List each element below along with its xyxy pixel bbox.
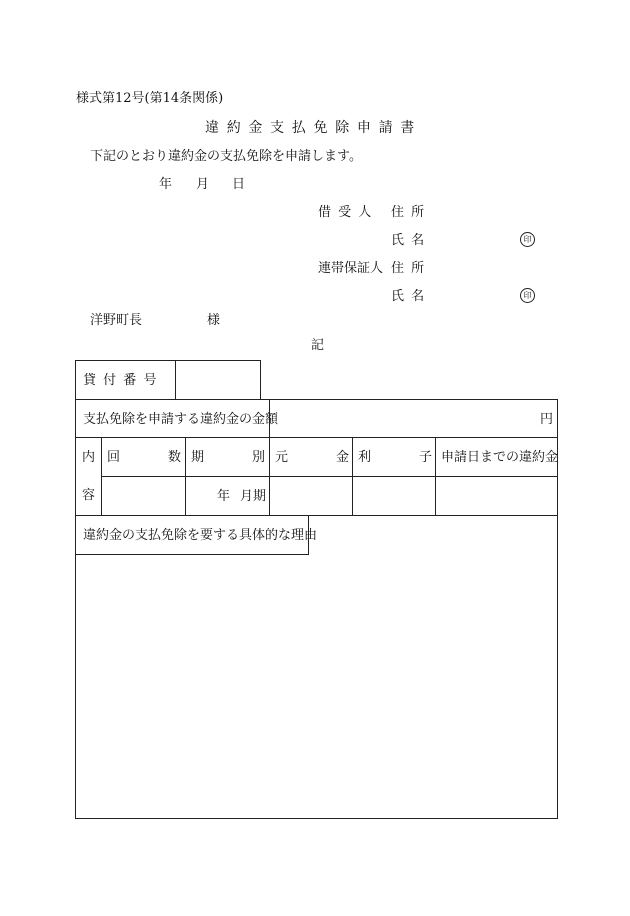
period-year-unit: 年 bbox=[217, 489, 231, 504]
reason-label: 違約金の支払免除を要する具体的な理由 bbox=[83, 528, 318, 543]
interest-header-b: 子 bbox=[419, 450, 433, 465]
row-line-1 bbox=[75, 437, 558, 438]
count-header-a: 回 bbox=[107, 450, 121, 465]
penalty-header: 申請日までの違約金 bbox=[441, 450, 559, 465]
interest-field[interactable] bbox=[353, 477, 435, 515]
amount-field[interactable] bbox=[270, 400, 557, 437]
guarantor-address-label: 住所 bbox=[391, 261, 432, 276]
count-field[interactable] bbox=[102, 477, 185, 515]
amount-label: 支払免除を申請する違約金の金額 bbox=[83, 412, 279, 427]
ki-label: 記 bbox=[311, 338, 325, 353]
row-line-3 bbox=[75, 515, 558, 516]
contents-label-top: 内 bbox=[82, 450, 96, 465]
count-header-b: 数 bbox=[168, 450, 182, 465]
reason-field[interactable] bbox=[76, 556, 557, 818]
interest-header-a: 利 bbox=[358, 450, 372, 465]
seal-mark-guarantor: 印 bbox=[520, 288, 535, 303]
intro-text: 下記のとおり違約金の支払免除を申請します。 bbox=[90, 149, 362, 164]
guarantor-label: 連帯保証人 bbox=[318, 261, 384, 276]
date-day: 日 bbox=[232, 177, 246, 192]
period-month-unit: 月期 bbox=[240, 489, 267, 504]
principal-header-b: 金 bbox=[336, 450, 350, 465]
seal-mark-borrower: 印 bbox=[520, 232, 535, 247]
contents-label-bottom: 容 bbox=[82, 488, 96, 503]
principal-header-a: 元 bbox=[275, 450, 289, 465]
guarantor-name-label: 氏名 bbox=[391, 289, 432, 304]
date-month: 月 bbox=[196, 177, 210, 192]
principal-field[interactable] bbox=[270, 477, 352, 515]
borrower-name-label: 氏名 bbox=[391, 233, 432, 248]
amount-unit: 円 bbox=[540, 412, 554, 427]
page-title: 違約金支払免除申請書 bbox=[205, 120, 422, 136]
period-header-b: 別 bbox=[252, 450, 266, 465]
borrower-label: 借受人 bbox=[318, 205, 379, 220]
addressee-honorific: 様 bbox=[207, 313, 221, 328]
penalty-field[interactable] bbox=[436, 477, 557, 515]
form-id: 様式第12号(第14条関係) bbox=[76, 91, 224, 106]
addressee-title: 洋野町長 bbox=[90, 313, 143, 328]
borrower-address-label: 住所 bbox=[391, 205, 432, 220]
date-year: 年 bbox=[159, 177, 173, 192]
period-header-a: 期 bbox=[191, 450, 205, 465]
loan-number-label: 貸付番号 bbox=[83, 373, 164, 388]
loan-number-field[interactable] bbox=[176, 361, 260, 399]
reason-label-box-bottom bbox=[75, 554, 309, 555]
